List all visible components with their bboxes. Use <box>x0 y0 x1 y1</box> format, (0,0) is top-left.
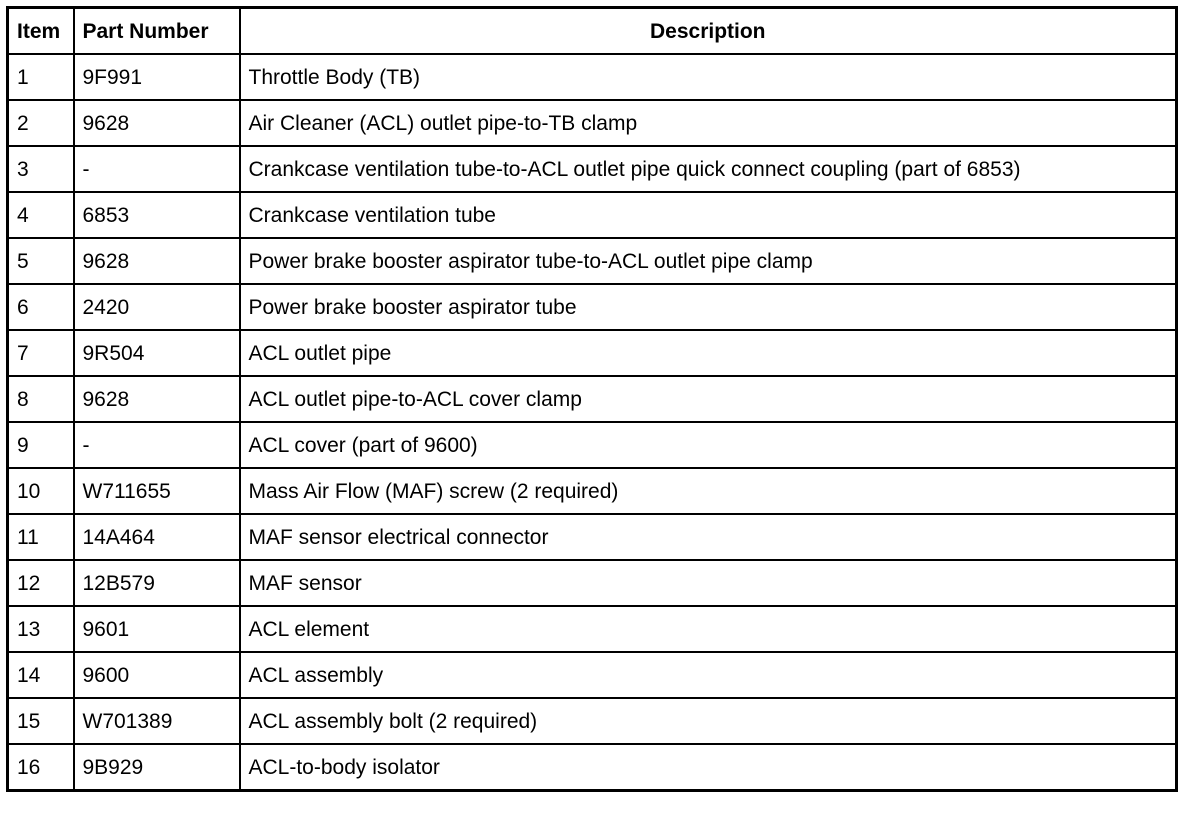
cell-part-number: - <box>74 422 240 468</box>
table-body <box>8 54 1177 791</box>
table-row <box>8 54 1177 100</box>
cell-item: 2 <box>8 100 74 146</box>
cell-item: 7 <box>8 330 74 376</box>
cell-part-number: 2420 <box>74 284 240 330</box>
table-row <box>8 698 1177 744</box>
cell-item: 11 <box>8 514 74 560</box>
header-item: Item <box>8 8 74 55</box>
cell-description: Air Cleaner (ACL) outlet pipe-to-TB clamp <box>240 100 1177 146</box>
cell-description: ACL outlet pipe <box>240 330 1177 376</box>
cell-part-number: 9628 <box>74 376 240 422</box>
table-row <box>8 652 1177 698</box>
cell-description: Crankcase ventilation tube <box>240 192 1177 238</box>
cell-description: ACL cover (part of 9600) <box>240 422 1177 468</box>
header-row <box>8 8 1177 55</box>
cell-item: 3 <box>8 146 74 192</box>
table-row <box>8 560 1177 606</box>
cell-description: ACL assembly bolt (2 required) <box>240 698 1177 744</box>
cell-item: 4 <box>8 192 74 238</box>
table-row <box>8 376 1177 422</box>
header-description: Description <box>240 8 1177 55</box>
cell-part-number: 9600 <box>74 652 240 698</box>
table-row <box>8 100 1177 146</box>
cell-part-number: 9B929 <box>74 744 240 791</box>
cell-item: 14 <box>8 652 74 698</box>
table-row <box>8 514 1177 560</box>
header-part-number: Part Number <box>74 8 240 55</box>
cell-part-number: 9628 <box>74 100 240 146</box>
cell-part-number: W701389 <box>74 698 240 744</box>
cell-description: MAF sensor <box>240 560 1177 606</box>
table-row <box>8 744 1177 791</box>
cell-description: Power brake booster aspirator tube <box>240 284 1177 330</box>
cell-part-number: W711655 <box>74 468 240 514</box>
cell-description: Crankcase ventilation tube-to-ACL outlet pipe quick connect coupling (part of 6853) <box>240 146 1177 192</box>
cell-item: 8 <box>8 376 74 422</box>
cell-part-number: 12B579 <box>74 560 240 606</box>
cell-item: 16 <box>8 744 74 791</box>
table-row <box>8 238 1177 284</box>
table-row <box>8 192 1177 238</box>
table-row <box>8 422 1177 468</box>
table-row <box>8 468 1177 514</box>
cell-description: ACL assembly <box>240 652 1177 698</box>
parts-table <box>6 6 1178 792</box>
cell-description: Mass Air Flow (MAF) screw (2 required) <box>240 468 1177 514</box>
cell-description: ACL-to-body isolator <box>240 744 1177 791</box>
cell-part-number: - <box>74 146 240 192</box>
cell-description: Throttle Body (TB) <box>240 54 1177 100</box>
table-row <box>8 606 1177 652</box>
cell-description: MAF sensor electrical connector <box>240 514 1177 560</box>
cell-part-number: 9601 <box>74 606 240 652</box>
cell-item: 1 <box>8 54 74 100</box>
table-row <box>8 330 1177 376</box>
table-row <box>8 284 1177 330</box>
cell-item: 10 <box>8 468 74 514</box>
table-row <box>8 146 1177 192</box>
cell-item: 13 <box>8 606 74 652</box>
cell-item: 6 <box>8 284 74 330</box>
cell-part-number: 14A464 <box>74 514 240 560</box>
cell-part-number: 9F991 <box>74 54 240 100</box>
cell-description: ACL outlet pipe-to-ACL cover clamp <box>240 376 1177 422</box>
cell-part-number: 9R504 <box>74 330 240 376</box>
cell-item: 12 <box>8 560 74 606</box>
cell-item: 15 <box>8 698 74 744</box>
cell-part-number: 6853 <box>74 192 240 238</box>
cell-item: 9 <box>8 422 74 468</box>
cell-description: ACL element <box>240 606 1177 652</box>
cell-part-number: 9628 <box>74 238 240 284</box>
cell-item: 5 <box>8 238 74 284</box>
cell-description: Power brake booster aspirator tube-to-ACL outlet pipe clamp <box>240 238 1177 284</box>
